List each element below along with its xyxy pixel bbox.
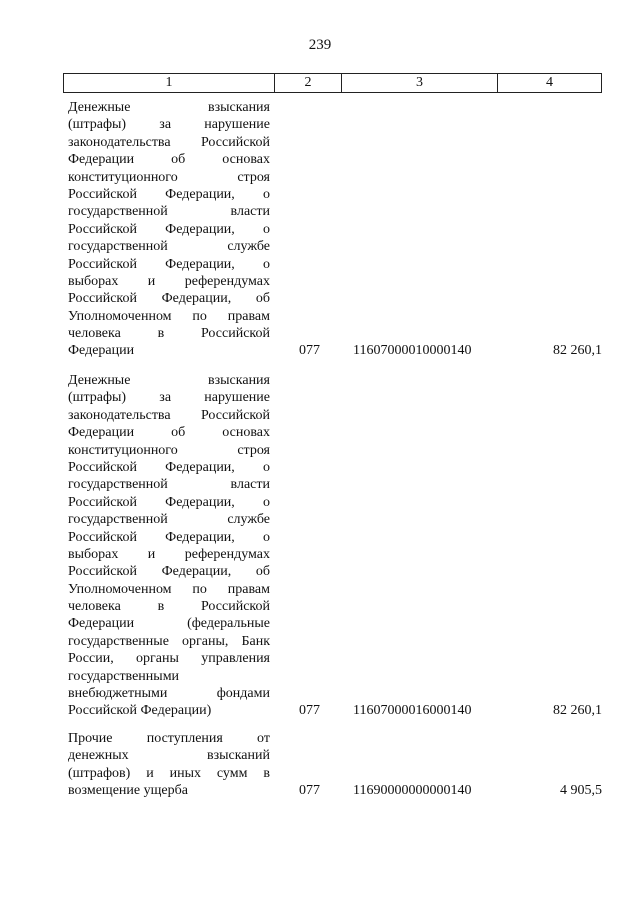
table-row <box>68 372 608 720</box>
row-name-line: Федерации об основах <box>68 425 270 441</box>
row-name-line: денежных взысканий <box>68 748 270 764</box>
row-name-line: Российской Федерации, об <box>68 564 270 580</box>
row-name-line: конституционного строя <box>68 169 270 185</box>
header-col-2: 2 <box>275 74 342 92</box>
row-amount: 4 905,5 <box>560 783 602 799</box>
row-name-line: государственные органы, Банк <box>68 633 270 649</box>
row-name-line: выборах и референдумах <box>68 546 270 562</box>
row-name-line: Денежные взыскания <box>68 100 270 115</box>
row-name-line: государственной власти <box>68 204 270 220</box>
row-name-line: (штрафы) за нарушение <box>68 390 270 406</box>
row-admin-code: 077 <box>299 343 320 359</box>
row-name-line: человека в Российской <box>68 326 270 342</box>
row-name-cell <box>68 372 270 720</box>
table-header-row <box>63 73 602 93</box>
row-name-line: Российской Федерации, о <box>68 221 270 237</box>
row-name-line: Российской Федерации, о <box>68 459 270 475</box>
row-name-line: Российской Федерации, о <box>68 256 270 272</box>
header-col-1: 1 <box>64 74 275 92</box>
row-name-line: государственной власти <box>68 477 270 493</box>
row-name-line: Федерации <box>68 343 135 359</box>
row-budget-code: 11690000000000140 <box>353 783 472 799</box>
row-name-line: Уполномоченном по правам <box>68 308 270 324</box>
row-name-line: Федерации об основах <box>68 152 270 168</box>
row-name-line: государственной службе <box>68 512 270 528</box>
row-name-line: законодательства Российской <box>68 134 270 150</box>
table-row <box>68 99 608 360</box>
row-name-line: Российской Федерации, о <box>68 494 270 510</box>
row-name-line: Уполномоченном по правам <box>68 581 270 597</box>
row-name-line: Денежные взыскания <box>68 373 270 388</box>
row-budget-code: 11607000010000140 <box>353 343 472 359</box>
row-name-line: Российской Федерации) <box>68 703 212 719</box>
row-name-line: (штрафы) за нарушение <box>68 117 270 133</box>
row-name-line: Российской Федерации, о <box>68 529 270 545</box>
row-name-cell <box>68 730 270 800</box>
row-name-line: Прочие поступления от <box>68 731 270 746</box>
row-name-line: выборах и референдумах <box>68 273 270 289</box>
row-budget-code: 11607000016000140 <box>353 703 472 719</box>
row-name-line: России, органы управления <box>68 651 270 667</box>
row-name-line: (штрафов) и иных сумм в <box>68 765 270 781</box>
row-name-line: законодательства Российской <box>68 407 270 423</box>
row-name-cell <box>68 99 270 360</box>
row-name-line: Федерации (федеральные <box>68 616 270 632</box>
row-amount: 82 260,1 <box>553 703 602 719</box>
header-col-4: 4 <box>546 75 553 90</box>
page-number: 239 <box>308 37 332 53</box>
row-name-line: Российской Федерации, о <box>68 186 270 202</box>
row-amount: 82 260,1 <box>553 343 602 359</box>
row-name-line: внебюджетными фондами <box>68 686 270 702</box>
row-name-line: государственной службе <box>68 239 270 255</box>
row-admin-code: 077 <box>299 783 320 799</box>
row-admin-code: 077 <box>299 703 320 719</box>
header-col-3: 3 <box>342 74 498 92</box>
table-row <box>68 730 608 800</box>
row-name-line: возмещение ущерба <box>68 783 188 799</box>
row-name-line: Российской Федерации, об <box>68 291 270 307</box>
row-name-line: конституционного строя <box>68 442 270 458</box>
row-name-line: государственными <box>68 668 180 684</box>
row-name-line: человека в Российской <box>68 599 270 615</box>
